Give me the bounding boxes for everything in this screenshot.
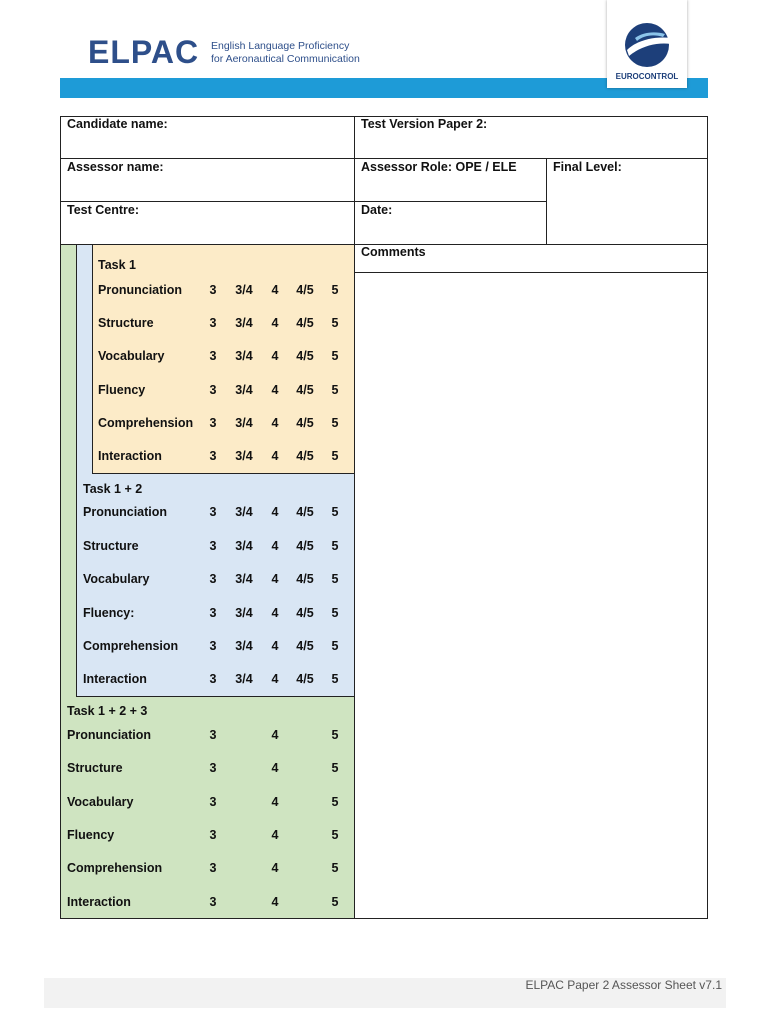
criterion-label: Interaction [98,449,162,463]
criterion-label: Pronunciation [98,283,183,297]
footer-text: ELPAC Paper 2 Assessor Sheet v7.1 [525,978,722,992]
score-option[interactable]: 4/5 [296,606,314,620]
score-option[interactable]: 4 [271,795,279,809]
score-option[interactable]: 3 [209,761,217,775]
score-option[interactable]: 3 [209,861,217,875]
criterion-label: Pronunciation [67,728,152,742]
task123-title: Task 1 + 2 + 3 [67,704,148,718]
score-option[interactable]: 5 [331,639,339,653]
score-option[interactable]: 3/4 [235,349,253,363]
score-option[interactable]: 4 [271,316,279,330]
score-option[interactable]: 4 [271,383,279,397]
form-line [60,201,547,202]
score-option[interactable]: 5 [331,572,339,586]
score-option[interactable]: 5 [331,861,339,875]
score-option[interactable]: 3/4 [235,639,253,653]
score-option[interactable]: 3 [209,539,217,553]
score-option[interactable]: 3/4 [235,383,253,397]
score-option[interactable]: 3 [209,828,217,842]
criterion-label: Structure [83,539,139,553]
score-option[interactable]: 3/4 [235,505,253,519]
criterion-label: Structure [98,316,154,330]
score-option[interactable]: 5 [331,383,339,397]
eurocontrol-label: EUROCONTROL [615,72,679,81]
score-option[interactable]: 3/4 [235,416,253,430]
score-option[interactable]: 4 [271,861,279,875]
date-field[interactable]: Date: [361,203,393,217]
criterion-label: Fluency [67,828,115,842]
eurocontrol-logo [607,0,687,88]
score-option[interactable]: 4/5 [296,672,314,686]
comments-label: Comments [361,245,426,259]
score-option[interactable]: 4/5 [296,383,314,397]
score-option[interactable]: 4 [271,505,279,519]
score-option[interactable]: 3/4 [235,539,253,553]
score-option[interactable]: 3 [209,795,217,809]
test-version-field[interactable]: Test Version Paper 2: [361,117,488,131]
score-option[interactable]: 3 [209,383,217,397]
tagline-line-2: for Aeronautical Communication [211,53,360,65]
elpac-brand: ELPAC [88,34,200,70]
criterion-label: Vocabulary [83,572,150,586]
criterion-label: Comprehension [98,416,194,430]
score-option[interactable]: 4 [271,639,279,653]
score-option[interactable]: 5 [331,606,339,620]
score-option[interactable]: 4 [271,449,279,463]
score-option[interactable]: 4 [271,606,279,620]
candidate-name-field[interactable]: Candidate name: [67,117,168,131]
comments-area[interactable] [355,273,707,918]
test-centre-field[interactable]: Test Centre: [67,203,140,217]
score-option[interactable]: 4/5 [296,316,314,330]
score-option[interactable]: 4 [271,572,279,586]
score-option[interactable]: 5 [331,672,339,686]
score-option[interactable]: 4/5 [296,505,314,519]
score-option[interactable]: 5 [331,828,339,842]
form-border-bottom [60,918,708,919]
score-option[interactable]: 3 [209,572,217,586]
score-option[interactable]: 5 [331,316,339,330]
score-option[interactable]: 4/5 [296,416,314,430]
score-option[interactable]: 5 [331,505,339,519]
elpac-tagline [211,40,360,66]
score-option[interactable]: 4/5 [296,349,314,363]
score-option[interactable]: 4 [271,761,279,775]
score-option[interactable]: 5 [331,349,339,363]
score-option[interactable]: 3 [209,349,217,363]
score-option[interactable]: 4/5 [296,449,314,463]
score-option[interactable]: 5 [331,449,339,463]
score-option[interactable]: 3/4 [235,606,253,620]
score-option[interactable]: 4/5 [296,539,314,553]
score-option[interactable]: 4/5 [296,283,314,297]
score-option[interactable]: 3 [209,505,217,519]
score-option[interactable]: 3/4 [235,572,253,586]
task12-title: Task 1 + 2 [83,482,143,496]
score-option[interactable]: 3/4 [235,316,253,330]
form-border-left [60,116,61,919]
assessor-name-field[interactable]: Assessor name: [67,160,164,174]
score-option[interactable]: 4 [271,539,279,553]
score-option[interactable]: 5 [331,728,339,742]
score-option[interactable]: 5 [331,539,339,553]
score-option[interactable]: 3 [209,316,217,330]
form-border-right [707,116,708,919]
criterion-label: Fluency [98,383,146,397]
score-option[interactable]: 5 [331,795,339,809]
assessor-role-field[interactable]: Assessor Role: OPE / ELE [361,160,517,174]
score-option[interactable]: 4 [271,828,279,842]
score-option[interactable]: 3/4 [235,672,253,686]
score-option[interactable]: 4 [271,283,279,297]
tagline-line-1: English Language Proficiency [211,40,350,52]
criterion-label: Interaction [83,672,147,686]
score-option[interactable]: 5 [331,761,339,775]
score-option[interactable]: 5 [331,283,339,297]
score-option[interactable]: 3/4 [235,449,253,463]
criterion-label: Interaction [67,895,131,909]
score-option[interactable]: 4 [271,728,279,742]
score-option[interactable]: 3 [209,672,217,686]
score-option[interactable]: 4 [271,416,279,430]
score-option[interactable]: 4 [271,672,279,686]
score-option[interactable]: 5 [331,895,339,909]
score-option[interactable]: 4/5 [296,572,314,586]
criterion-label: Structure [67,761,123,775]
score-option[interactable]: 3 [209,606,217,620]
score-option[interactable]: 3 [209,283,217,297]
criterion-label: Vocabulary [67,795,134,809]
score-option[interactable]: 3 [209,895,217,909]
score-option[interactable]: 3 [209,416,217,430]
score-option[interactable]: 4 [271,349,279,363]
eurocontrol-emblem-icon [621,22,673,68]
criterion-label: Pronunciation [83,505,168,519]
score-option[interactable]: 4 [271,895,279,909]
final-level-field[interactable]: Final Level: [553,160,622,174]
score-option[interactable]: 4/5 [296,639,314,653]
score-option[interactable]: 3 [209,728,217,742]
form-line [60,158,708,159]
criterion-label: Comprehension [83,639,179,653]
task1-title: Task 1 [98,258,136,272]
criterion-label: Comprehension [67,861,163,875]
score-option[interactable]: 3/4 [235,283,253,297]
score-option[interactable]: 5 [331,416,339,430]
final-level-divider [546,158,547,245]
score-option[interactable]: 3 [209,449,217,463]
score-option[interactable]: 3 [209,639,217,653]
criterion-label: Fluency: [83,606,135,620]
criterion-label: Vocabulary [98,349,165,363]
